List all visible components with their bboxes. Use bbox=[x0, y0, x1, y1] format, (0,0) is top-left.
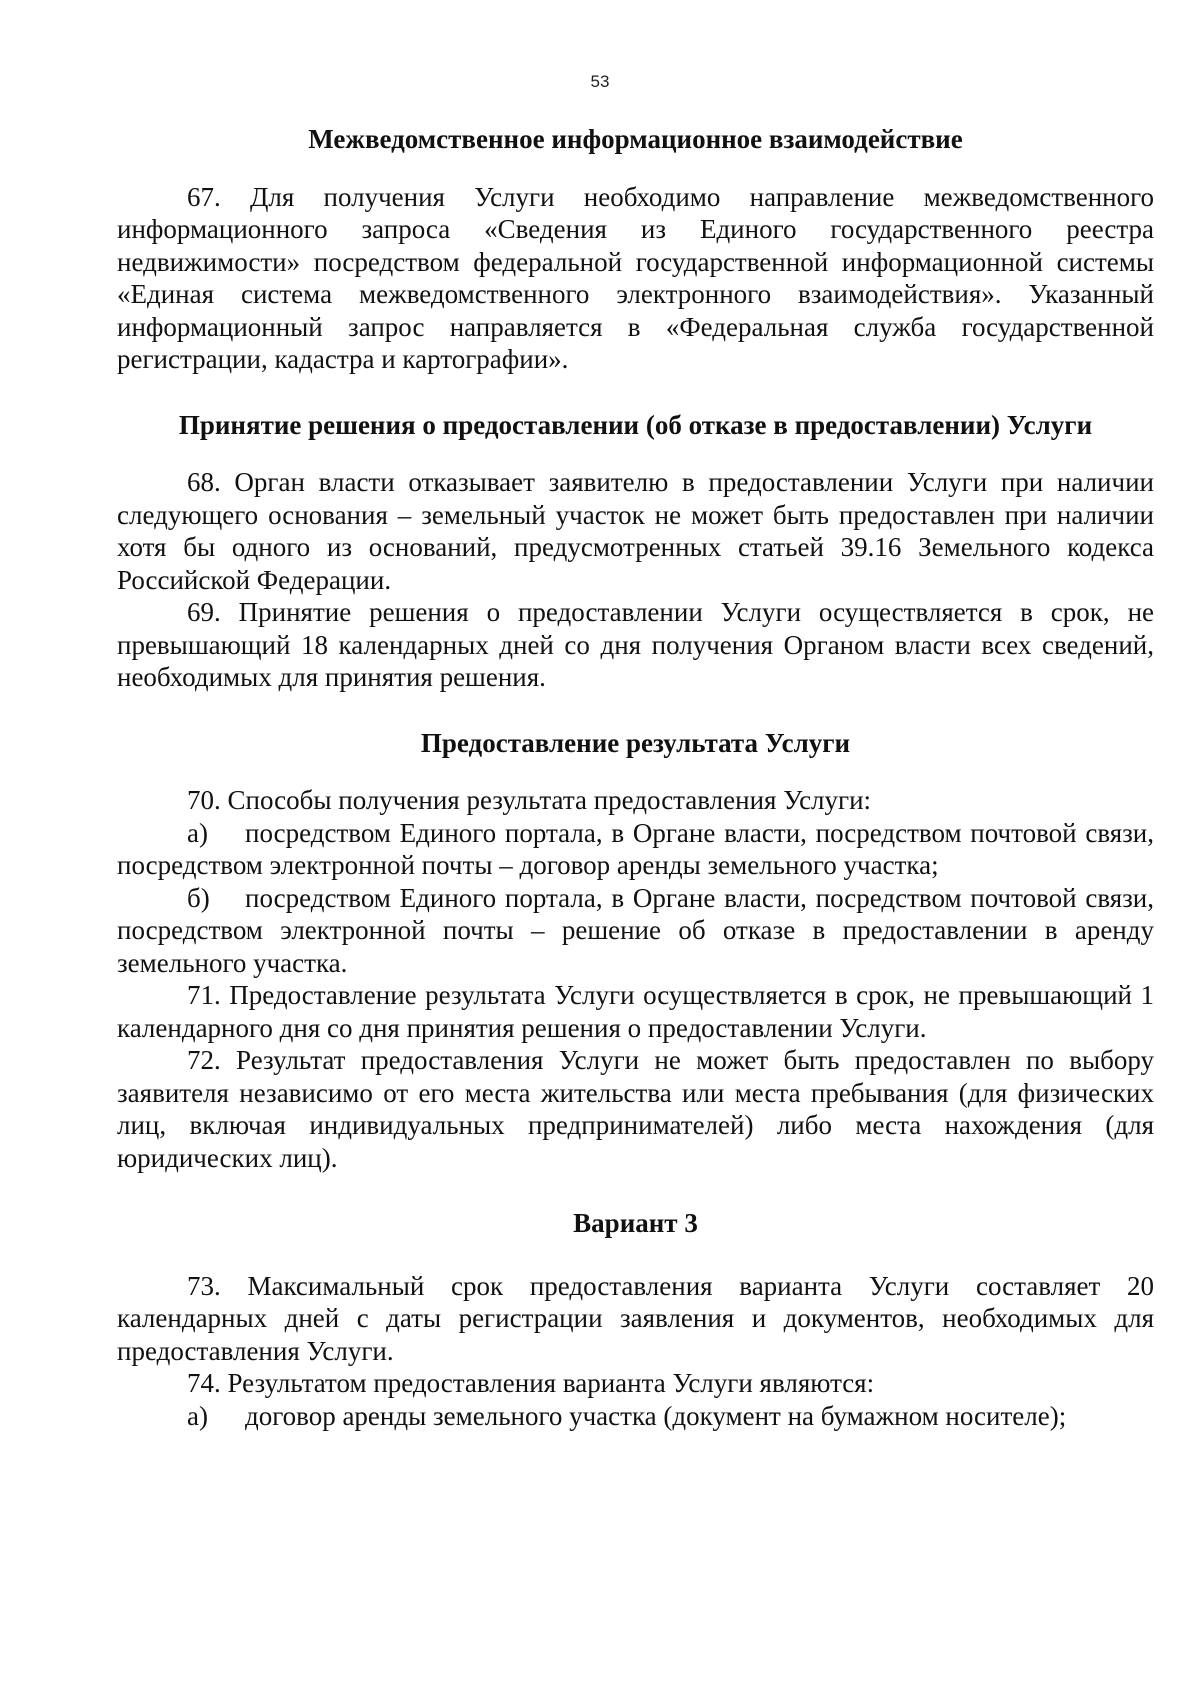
list-marker: б) bbox=[187, 882, 210, 913]
document-body bbox=[117, 123, 1154, 1432]
list-item-70a bbox=[117, 817, 1154, 882]
section-heading-result: Предоставление результата Услуги bbox=[420, 727, 851, 758]
section-heading-decision: Принятие решения о предоставлении (об отказе в предоставлении) Услуги bbox=[178, 409, 1093, 440]
paragraph-69: 69. Принятие решения о предоставлении Услуги осуществляется в срок, не превышающий 18 календарных дней со дня получения Органом власти всех сведений, необходимых для принятия решения. bbox=[117, 597, 1154, 692]
list-marker: а) bbox=[187, 817, 208, 848]
list-item-text: договор аренды земельного участка (документ на бумажном носителе); bbox=[245, 1400, 1067, 1431]
page-number: 53 bbox=[590, 72, 610, 91]
list-item-70b bbox=[117, 882, 1154, 980]
paragraph-67: 67. Для получения Услуги необходимо направление межведомственного информационного запроса «Сведения из Единого государственного реестра недвижимости» посредством федеральной государственной информационной системы «Единая система межведомственного электронного взаимодействия». Указанный информационный запрос направляется в «Федеральная служба государственной регистрации, кадастра и картографии». bbox=[117, 181, 1154, 374]
section-heading-variant-3: Вариант 3 bbox=[573, 1208, 698, 1238]
paragraph-74: 74. Результатом предоставления варианта Услуги являются: bbox=[187, 1368, 875, 1398]
list-item-text: посредством Единого портала, в Органе власти, посредством почтовой связи, посредством электронной почты – договор аренды земельного участка; bbox=[117, 817, 1154, 880]
list-item-text: посредством Единого портала, в Органе власти, посредством почтовой связи, посредством электронной почты – решение об отказе в предоставлении в аренду земельного участка. bbox=[117, 882, 1154, 978]
list-marker: а) bbox=[187, 1400, 208, 1431]
paragraph-70: 70. Способы получения результата предоставления Услуги: bbox=[187, 785, 872, 815]
list-item-74a bbox=[117, 1400, 1154, 1433]
paragraph-68: 68. Орган власти отказывает заявителю в предоставлении Услуги при наличии следующего основания – земельный участок не может быть предоставлен при наличии хотя бы одного из оснований, предусмотренных статьей 39.16 Земельного кодекса Российской Федерации. bbox=[117, 467, 1154, 595]
paragraph-71: 71. Предоставление результата Услуги осуществляется в срок, не превышающий 1 календарного дня со дня принятия решения о предоставлении Услуги. bbox=[117, 980, 1154, 1043]
paragraph-72: 72. Результат предоставления Услуги не может быть предоставлен по выбору заявителя независимо от его места жительства или места пребывания (для физических лиц, включая индивидуальных предпринимателей) либо места нахождения (для юридических лиц). bbox=[117, 1045, 1154, 1173]
paragraph-73: 73. Максимальный срок предоставления варианта Услуги составляет 20 календарных дней с даты регистрации заявления и документов, необходимых для предоставления Услуги. bbox=[117, 1270, 1154, 1366]
section-heading-interagency: Межведомственное информационное взаимодействие bbox=[308, 124, 963, 154]
